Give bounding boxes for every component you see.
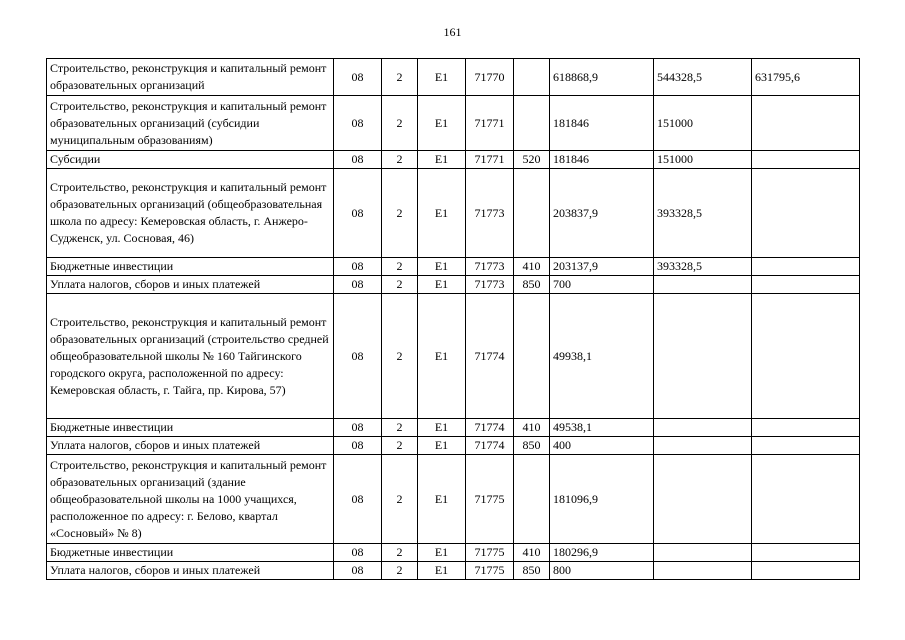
row-section: 08 [334, 169, 382, 258]
table-row [47, 455, 860, 544]
row-year3 [752, 562, 860, 580]
row-kind [514, 294, 550, 419]
table-row [47, 151, 860, 169]
row-kind: 850 [514, 437, 550, 455]
table-row [47, 96, 860, 151]
row-subsection: 2 [382, 276, 418, 294]
row-kind: 410 [514, 419, 550, 437]
row-name: Уплата налогов, сборов и иных платежей [47, 562, 334, 580]
row-name: Субсидии [47, 151, 334, 169]
row-subsection: 2 [382, 562, 418, 580]
row-year1: 203837,9 [550, 169, 654, 258]
row-code: 71774 [466, 294, 514, 419]
row-year1: 800 [550, 562, 654, 580]
row-code: 71773 [466, 258, 514, 276]
table-row [47, 544, 860, 562]
row-year1: 180296,9 [550, 544, 654, 562]
row-year1: 181096,9 [550, 455, 654, 544]
row-subsection: 2 [382, 419, 418, 437]
row-code: 71774 [466, 419, 514, 437]
row-kind: 850 [514, 562, 550, 580]
row-year1: 700 [550, 276, 654, 294]
row-year3 [752, 169, 860, 258]
table-row [47, 437, 860, 455]
row-year3 [752, 151, 860, 169]
row-name: Строительство, реконструкция и капитальный ремонт образовательных организаций [47, 59, 334, 96]
row-section: 08 [334, 544, 382, 562]
row-section: 08 [334, 437, 382, 455]
row-code: 71775 [466, 544, 514, 562]
row-program: Е1 [418, 562, 466, 580]
row-name: Бюджетные инвестиции [47, 258, 334, 276]
table-row [47, 169, 860, 258]
row-year3 [752, 96, 860, 151]
row-name: Строительство, реконструкция и капитальный ремонт образовательных организаций (здание общеобразовательной школы на 1000 учащихся, расположенное по адресу: г. Белово, квартал «Сосновый» № 8) [47, 455, 334, 544]
row-subsection: 2 [382, 96, 418, 151]
row-code: 71773 [466, 169, 514, 258]
row-name: Уплата налогов, сборов и иных платежей [47, 276, 334, 294]
row-subsection: 2 [382, 544, 418, 562]
row-program: Е1 [418, 419, 466, 437]
row-year2: 544328,5 [654, 59, 752, 96]
row-kind [514, 59, 550, 96]
row-year3 [752, 544, 860, 562]
row-year3 [752, 294, 860, 419]
table-row [47, 294, 860, 419]
row-year3 [752, 258, 860, 276]
row-section: 08 [334, 59, 382, 96]
row-year2 [654, 294, 752, 419]
row-program: Е1 [418, 169, 466, 258]
row-name: Бюджетные инвестиции [47, 419, 334, 437]
row-code: 71775 [466, 455, 514, 544]
row-section: 08 [334, 258, 382, 276]
budget-table [46, 58, 860, 580]
row-name: Бюджетные инвестиции [47, 544, 334, 562]
row-year3 [752, 276, 860, 294]
row-subsection: 2 [382, 169, 418, 258]
row-section: 08 [334, 562, 382, 580]
row-subsection: 2 [382, 437, 418, 455]
row-program: Е1 [418, 294, 466, 419]
row-subsection: 2 [382, 258, 418, 276]
row-section: 08 [334, 455, 382, 544]
row-year3 [752, 437, 860, 455]
row-subsection: 2 [382, 151, 418, 169]
row-kind [514, 455, 550, 544]
row-year2 [654, 437, 752, 455]
row-kind [514, 169, 550, 258]
table-row [47, 562, 860, 580]
row-subsection: 2 [382, 294, 418, 419]
row-year1: 181846 [550, 96, 654, 151]
row-program: Е1 [418, 276, 466, 294]
row-name: Строительство, реконструкция и капитальный ремонт образовательных организаций (строительство средней общеобразовательной школы № 160 Тайгинского городского округа, расположенной по адресу: Кемеровская область, г. Тайга, пр. Кирова, 57) [47, 294, 334, 419]
row-year2 [654, 562, 752, 580]
row-program: Е1 [418, 151, 466, 169]
row-year3 [752, 455, 860, 544]
row-year1: 400 [550, 437, 654, 455]
row-code: 71773 [466, 276, 514, 294]
row-year1: 181846 [550, 151, 654, 169]
row-name: Уплата налогов, сборов и иных платежей [47, 437, 334, 455]
row-program: Е1 [418, 544, 466, 562]
row-kind: 410 [514, 258, 550, 276]
table-row [47, 276, 860, 294]
row-year2 [654, 544, 752, 562]
row-code: 71775 [466, 562, 514, 580]
row-code: 71771 [466, 96, 514, 151]
row-year3 [752, 419, 860, 437]
row-section: 08 [334, 419, 382, 437]
row-year2 [654, 455, 752, 544]
row-section: 08 [334, 151, 382, 169]
row-code: 71770 [466, 59, 514, 96]
row-program: Е1 [418, 59, 466, 96]
row-year2: 151000 [654, 96, 752, 151]
row-program: Е1 [418, 437, 466, 455]
table-row [47, 59, 860, 96]
row-kind: 520 [514, 151, 550, 169]
row-year1: 49938,1 [550, 294, 654, 419]
row-name: Строительство, реконструкция и капитальный ремонт образовательных организаций (общеобразовательная школа по адресу: Кемеровская область, г. Анжеро-Судженск, ул. Сосновая, 46) [47, 169, 334, 258]
row-year2: 393328,5 [654, 169, 752, 258]
row-section: 08 [334, 96, 382, 151]
table-row [47, 419, 860, 437]
row-year3: 631795,6 [752, 59, 860, 96]
row-code: 71771 [466, 151, 514, 169]
row-section: 08 [334, 294, 382, 419]
row-year2 [654, 276, 752, 294]
row-year1: 203137,9 [550, 258, 654, 276]
row-program: Е1 [418, 96, 466, 151]
row-program: Е1 [418, 258, 466, 276]
row-subsection: 2 [382, 59, 418, 96]
row-year2 [654, 419, 752, 437]
row-program: Е1 [418, 455, 466, 544]
table-row [47, 258, 860, 276]
row-kind: 410 [514, 544, 550, 562]
row-year2: 151000 [654, 151, 752, 169]
row-year1: 618868,9 [550, 59, 654, 96]
row-year1: 49538,1 [550, 419, 654, 437]
row-kind: 850 [514, 276, 550, 294]
row-section: 08 [334, 276, 382, 294]
row-name: Строительство, реконструкция и капитальный ремонт образовательных организаций (субсидии муниципальным образованиям) [47, 96, 334, 151]
row-kind [514, 96, 550, 151]
page-number: 161 [443, 25, 462, 39]
row-code: 71774 [466, 437, 514, 455]
row-subsection: 2 [382, 455, 418, 544]
row-year2: 393328,5 [654, 258, 752, 276]
